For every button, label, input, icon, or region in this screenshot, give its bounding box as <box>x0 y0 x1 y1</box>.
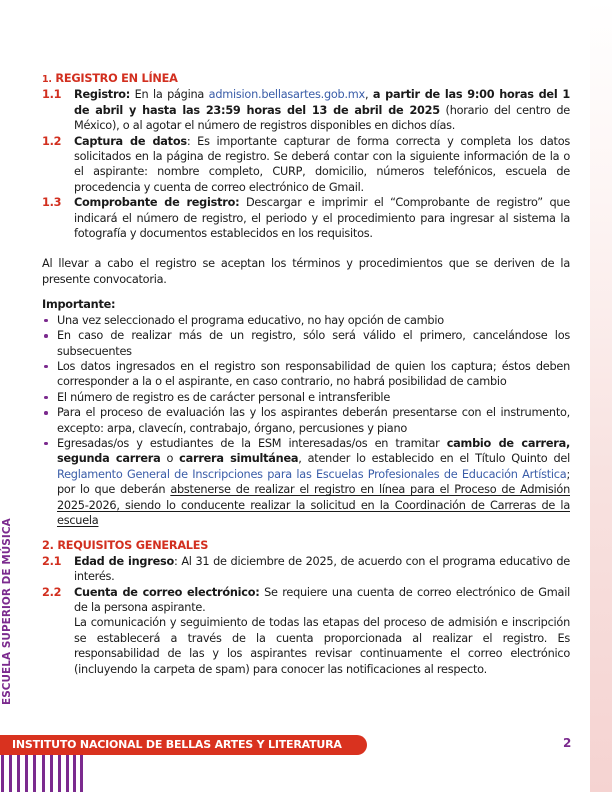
stripe <box>9 755 12 792</box>
item-number: 2.2 <box>42 585 62 599</box>
item-label: Comprobante de registro: <box>74 196 240 210</box>
school-side-label: ESCUELA SUPERIOR DE MÚSICA <box>1 518 13 705</box>
item-text: Se requiere una cuenta de correo electrónico de Gmail de la persona aspirante. <box>74 585 570 614</box>
bullet-text: Una vez seleccionado el programa educativo, no hay opción de cambio <box>57 313 444 327</box>
institution-banner <box>0 735 367 755</box>
section-2-heading <box>42 538 570 553</box>
bullet-text: ; por lo que deberán <box>57 467 570 497</box>
decorative-side-stripe <box>590 0 612 792</box>
item-1-2 <box>42 134 570 196</box>
section-2-number: 2. <box>42 539 54 553</box>
item-text-continued: La comunicación y seguimiento de todas las etapas del proceso de admisión e inscripción se establecerá a través de la cuenta proporcionada al realizar el registro. Es responsabilidad de las y los aspirantes revisar continuamente el correo electrónico (incluyendo la carpeta de spam) para conocer las notificaciones al respecto. <box>74 616 570 676</box>
stripe <box>42 755 45 792</box>
document-body <box>42 71 570 677</box>
bullet-icon <box>44 411 48 415</box>
item-number: 1.2 <box>42 134 62 148</box>
bold-text: carrera simultánea <box>179 452 299 466</box>
decorative-purple-stripes <box>0 755 90 792</box>
institution-name: INSTITUTO NACIONAL DE BELLAS ARTES Y LITERATURA <box>12 738 342 751</box>
item-text: : Es importante capturar de forma correcta y completa los datos solicitados en la página de registro. Se deberá contar con la siguiente información de la o el aspirante: nombre completo, CURP, domicilio, números telefónicos, escuela de procedencia y cuenta de correo electrónico de Gmail. <box>74 134 570 194</box>
bullet-icon <box>44 334 48 338</box>
stripe <box>25 755 28 792</box>
item-text: En la página <box>130 88 209 102</box>
stripe <box>73 755 76 792</box>
underlined-notice: abstenerse de realizar el registro en línea para el Proceso de Admisión 2025-2026, siendo lo conducente realizar la solicitud en la Coordinación de Carreras de la escuela <box>57 483 570 527</box>
list-item <box>42 359 570 390</box>
admission-site-link[interactable]: admision.bellasartes.gob.mx <box>208 88 365 102</box>
bullet-text: o <box>160 452 180 466</box>
bullet-text: Egresadas/os y estudiantes de la ESM interesadas/os en tramitar <box>57 436 447 450</box>
section-1-title: REGISTRO EN LÍNEA <box>55 72 178 85</box>
item-1-3 <box>42 195 570 241</box>
bullet-icon <box>44 396 48 400</box>
item-2-1 <box>42 554 570 585</box>
terms-paragraph: Al llevar a cabo el registro se aceptan los términos y procedimientos que se deriven de la presente convocatoria. <box>42 257 570 286</box>
bold-text: cambio de carrera, segunda carrera <box>57 436 570 466</box>
stripe <box>58 755 61 792</box>
stripe <box>66 755 69 792</box>
list-item <box>42 328 570 359</box>
regulation-link[interactable]: Reglamento General de Inscripciones para las Escuelas Profesionales de Educación Artística <box>57 467 567 481</box>
item-2-2 <box>42 585 570 677</box>
item-text: , <box>364 88 373 102</box>
item-label: Registro: <box>74 88 131 102</box>
important-list <box>42 313 570 529</box>
list-item <box>42 405 570 436</box>
bullet-text: , atender lo establecido en el Título Quinto del <box>298 452 571 466</box>
item-1-1 <box>42 87 570 133</box>
section-2-title: REQUISITOS GENERALES <box>57 539 209 553</box>
important-heading: Importante: <box>42 298 116 312</box>
section-1-heading <box>42 71 570 87</box>
item-label: Captura de datos <box>74 134 187 148</box>
stripe <box>1 755 4 792</box>
item-text: : Al 31 de diciembre de 2025, de acuerdo con el programa educativo de interés. <box>74 554 570 584</box>
item-text: (horario del centro de México), o al agotar el número de registros disponibles en dichos días. <box>74 103 570 133</box>
page-number: 2 <box>563 736 572 750</box>
stripe <box>33 755 36 792</box>
bullet-text: Los datos ingresados en el registro son responsabilidad de quien los captura; éstos deben corresponder a la o el aspirante, en caso contrario, no habrá posibilidad de cambio <box>57 359 570 389</box>
bullet-icon <box>44 442 48 446</box>
stripe <box>50 755 53 792</box>
bullet-icon <box>44 365 48 369</box>
stripe <box>17 755 20 792</box>
bullet-text: En caso de realizar más de un registro, sólo será válido el primero, cancelándose los subsecuentes <box>57 329 570 358</box>
list-item <box>42 313 570 328</box>
list-item <box>42 436 570 528</box>
item-text: Descargar e imprimir el “Comprobante de registro” que indicará el número de registro, el periodo y el procedimiento para ingresar al sistema la fotografía y documentos establecidos en los requisitos. <box>74 196 570 241</box>
bullet-text: Para el proceso de evaluación las y los aspirantes deberán presentarse con el instrumento, excepto: arpa, clavecín, contrabajo, órgano, percusiones y piano <box>57 406 570 435</box>
item-label: Cuenta de correo electrónico: <box>74 585 260 599</box>
item-number: 1.3 <box>42 196 62 210</box>
registration-dates: a partir de las 9:00 horas del 1 de abril y hasta las 23:59 horas del 13 de abril de 2025 <box>74 88 570 117</box>
section-1-number: 1. <box>42 74 52 85</box>
list-item <box>42 390 570 405</box>
stripe <box>80 755 83 792</box>
item-number: 2.1 <box>42 554 62 568</box>
item-number: 1.1 <box>42 88 62 102</box>
bullet-icon <box>44 319 48 323</box>
bullet-text: El número de registro es de carácter personal e intransferible <box>57 390 391 404</box>
item-label: Edad de ingreso <box>74 554 174 568</box>
